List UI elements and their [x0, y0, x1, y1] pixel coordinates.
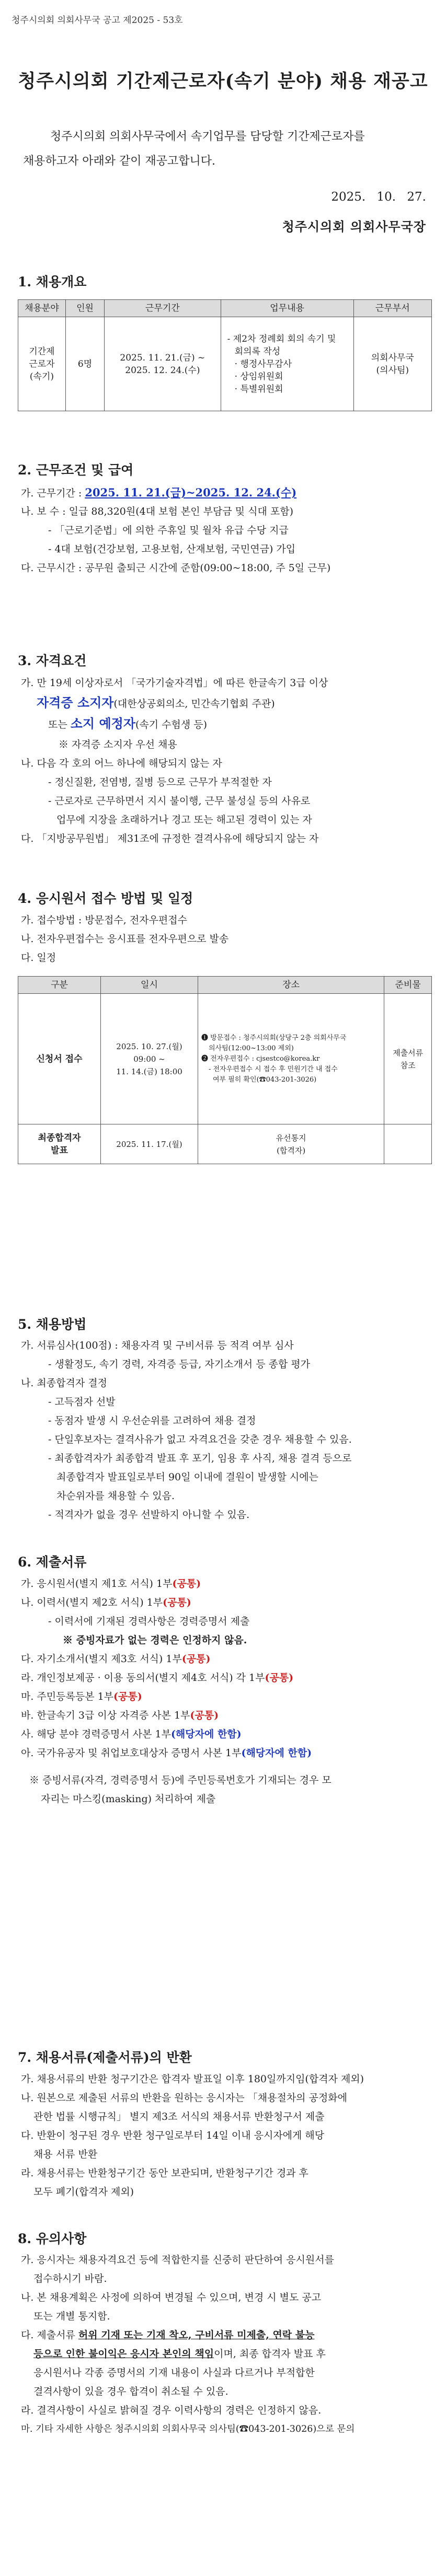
table-header-cell: 업무내용 [221, 300, 353, 317]
table-header-cell: 준비물 [384, 977, 432, 994]
retention-line: 라. 채용서류는 반환청구기간 동안 보관되며, 반환청구기간 경과 후 [21, 2167, 308, 2179]
item-text: 다. 자기소개서(별지 제3호 서식) 1부 [21, 1653, 182, 1665]
cell-text: 기간제 [29, 346, 55, 357]
announcement-number: 청주시의회 의회사무국 공고 제2025 - 53호 [12, 15, 183, 26]
item-text: 라. 개인정보제공 · 이용 동의서(별지 제4호 서식) 각 1부 [21, 1672, 265, 1684]
return-request-line: 나. 원본으로 제출된 서류의 반환을 원하는 응시자는 「채용절차의 공정화에 [21, 2092, 347, 2104]
table-row [18, 994, 432, 1124]
retention-cont: 모두 폐기(합격자 제외) [33, 2186, 134, 2198]
issuing-organization: 청주시의회 의회사무국장 [282, 219, 426, 234]
cell-text: 의회사무국 [371, 352, 414, 363]
decision-item-4-cont: 최종합격자 발표일로부터 90일 이내에 결원이 발생할 시에는 [56, 1471, 318, 1483]
qualification-line: 가. 만 19세 이상자로서 「국가기술자격법」에 따른 한글속기 3급 이상 [21, 677, 328, 689]
required-tag: (공통) [113, 1691, 142, 1702]
cell-text: 의사팀(12:00~13:00 제외) [208, 1044, 294, 1052]
cell-text: 발표 [51, 1145, 68, 1156]
doc-item-veteran [21, 1746, 312, 1760]
cell-text: 11. 14.(금) 18:00 [116, 1066, 182, 1076]
section-5-title: 5. 채용방법 [18, 1317, 87, 1332]
expected-holder: 소지 예정자 [70, 716, 136, 731]
notice-item-2: 나. 본 채용계획은 사정에 의하여 변경될 수 있으며, 변경 시 별도 공고 [21, 2292, 322, 2303]
decision-item-2: - 동점자 발생 시 우선순위를 고려하여 채용 결정 [48, 1415, 256, 1426]
resume-note: - 이력서에 기재된 경력사항은 경력증명서 제출 [48, 1616, 250, 1627]
work-period-value: 2025. 11. 21.(금)~2025. 12. 24.(수) [85, 486, 297, 499]
required-tag: (공통) [265, 1672, 294, 1684]
screening-line: 가. 서류심사(100점) : 채용자격 및 구비서류 등 적격 여부 심사 [21, 1340, 294, 1351]
required-tag: (공통) [172, 1578, 201, 1589]
doc-item-application [21, 1577, 201, 1591]
notice-item-3 [21, 2328, 314, 2342]
item-text: 나. 이력서(별지 제2호 서식) 1부 [21, 1597, 163, 1608]
screening-detail: - 생활정도, 속기 경력, 자격증 등급, 자기소개서 등 종합 평가 [48, 1359, 311, 1370]
table-header-cell: 근무기간 [105, 300, 221, 317]
intro-paragraph [23, 124, 434, 173]
certificate-expected-line [48, 717, 207, 732]
cell-text: 2025. 11. 21.(금) ~ [120, 352, 205, 363]
notice-item-3-cont [33, 2347, 326, 2361]
line-label: 또는 [48, 719, 71, 730]
salary-note-2: - 4대 보험(건강보험, 고용보험, 산재보험, 국민연금) 가입 [48, 543, 296, 555]
required-tag: (공통) [190, 1710, 219, 1721]
task-cell [221, 317, 353, 411]
cell-text: 참조 [400, 1060, 416, 1070]
period-cell [105, 317, 221, 411]
notice-item-2-cont: 또는 개별 통지함. [33, 2311, 110, 2322]
masking-note: ※ 증빙서류(자격, 경력증명서 등)에 주민등록번호가 기재되는 경우 모 [29, 1774, 331, 1786]
cell-text: 여부 필히 확인(☎043-201-3026) [212, 1075, 317, 1084]
line-label: 가. 근무기간 : [21, 488, 85, 499]
doc-item-career [21, 1727, 242, 1741]
item-text: 가. 응시원서(별지 제1호 서식) 1부 [21, 1578, 173, 1589]
exclusion-line: 나. 다음 각 호의 어느 하나에 해당되지 않는 자 [21, 758, 222, 769]
intro-line-2: 채용하고자 아래와 같이 재공고합니다. [23, 155, 216, 168]
notice-item-1-cont: 접수하시기 바람. [33, 2273, 107, 2284]
notice-item-3-cont: 결격사항이 있을 경우 합격이 취소될 수 있음. [33, 2386, 228, 2397]
cell-text: ❷ 전자우편접수 : cjsestco@korea.kr [201, 1054, 320, 1063]
salary-note-1: - 「근로기준법」에 의한 주휴일 및 월차 유급 수당 지급 [48, 525, 289, 536]
cell-text: - 제2차 정례회 회의 속기 및 [227, 333, 336, 344]
notice-item-3-cont: 응시원서나 각종 증명서의 기재 내용이 사실과 다르거나 부적합한 [33, 2367, 315, 2378]
notice-item-1: 가. 응시자는 채용자격요건 등에 적합한지를 신중히 판단하여 응시원서를 [21, 2254, 334, 2266]
evidence-note: ※ 증빙자료가 없는 경력은 인정하지 않음. [63, 1634, 247, 1646]
item-text: 다. 제출서류 [21, 2329, 78, 2341]
section-3-title: 3. 자격요건 [18, 653, 87, 668]
exclusion-item-2: - 근로자로 근무하면서 지시 불이행, 근무 불성실 등의 사유로 [48, 795, 311, 807]
section-1-title: 1. 채용개요 [18, 274, 87, 289]
place-cell [198, 1124, 384, 1164]
work-period-line [21, 486, 296, 500]
decision-item-1: - 고득점자 선발 [48, 1396, 116, 1408]
table-header-row [18, 977, 432, 994]
table-header-row [18, 300, 432, 317]
cell-text: (의사팀) [376, 365, 409, 376]
decision-item-4-cont: 차순위자를 채용할 수 있음. [56, 1490, 175, 1502]
place-cell [198, 994, 384, 1124]
page-title: 청주시의회 기간제근로자(속기 분야) 채용 재공고 [18, 71, 428, 92]
intro-line-1: 청주시의회 의회사무국에서 속기업무를 담당할 기간제근로자를 [50, 130, 365, 143]
table-header-cell: 채용분야 [18, 300, 66, 317]
prep-cell [384, 994, 432, 1124]
certificate-line [37, 696, 275, 711]
conditional-tag: (해당자에 한함) [170, 1728, 242, 1740]
cell-text: 유선통지 [276, 1133, 306, 1143]
masking-note-cont: 자리는 마스킹(masking) 처리하여 제출 [41, 1793, 216, 1805]
section-6-title: 6. 제출서류 [18, 1554, 87, 1570]
cell-text: 회의록 작성 [234, 346, 281, 357]
announcement-date: 2025. 10. 27. [331, 190, 426, 204]
date-cell [101, 994, 198, 1124]
table-row [18, 317, 432, 411]
certificate-issuer: (대한상공회의소, 민간속기협회 주관) [113, 698, 275, 710]
work-hours-line: 다. 근무시간 : 공무원 출퇴근 시간에 준함(09:00~18:00, 주 5일 근무) [21, 562, 331, 574]
row-label: 신청서 접수 [18, 994, 101, 1124]
prep-cell [384, 1124, 432, 1164]
decision-item-3: - 단일후보자는 결격사유가 없고 자격요건을 갖춘 경우 채용할 수 있음. [48, 1434, 352, 1445]
cell-text: (합격자) [277, 1145, 306, 1155]
dept-cell [353, 317, 431, 411]
section-8-title: 8. 유의사항 [18, 2231, 87, 2246]
decision-item-4: - 최종합격자가 최종합격 발표 후 포기, 임용 후 사직, 채용 결격 등으로 [48, 1453, 352, 1464]
row-label [18, 1124, 101, 1164]
table-header-cell: 구분 [18, 977, 101, 994]
item-text: 이며, 최종 합격자 발표 후 [214, 2348, 326, 2360]
required-tag: (공통) [181, 1653, 211, 1665]
section-2-title: 2. 근무조건 및 급여 [18, 462, 134, 478]
cell-text: 제출서류 [393, 1048, 424, 1058]
conditional-tag: (해당자에 한함) [241, 1747, 312, 1759]
priority-note: ※ 자격증 소지자 우선 채용 [59, 739, 177, 750]
count-cell: 6명 [65, 317, 104, 411]
doc-item-certificate [21, 1709, 219, 1722]
item-text: 마. 주민등록등본 1부 [21, 1691, 114, 1702]
doc-item-consent [21, 1671, 293, 1685]
item-text: 바. 한글속기 3급 이상 자격증 사본 1부 [21, 1710, 190, 1721]
schedule-label: 다. 일정 [21, 952, 56, 964]
decision-item-5: - 적격자가 없을 경우 선발하지 아니할 수 있음. [48, 1509, 250, 1521]
salary-line: 나. 보 수 : 일급 88,320원(4대 보험 본인 부담금 및 식대 포함) [21, 506, 293, 517]
section-4-title: 4. 응시원서 접수 방법 및 일정 [18, 891, 193, 906]
date-cell: 2025. 11. 17.(월) [101, 1124, 198, 1164]
cell-text: (속기) [29, 371, 54, 382]
table-header-cell: 일시 [101, 977, 198, 994]
certificate-holder: 자격증 소지자 [37, 695, 114, 710]
disqualification-line: 다. 「지방공무원법」 제31조에 규정한 결격사유에 해당되지 않는 자 [21, 833, 319, 844]
line-text: (속기 수험생 등) [135, 719, 208, 730]
cell-text: ❶ 방문접수 : 청주시의회(상당구 2층 의회사무국 [201, 1034, 347, 1042]
doc-item-self-intro [21, 1652, 211, 1666]
doc-item-resident-register [21, 1690, 142, 1703]
cell-text: - 전자우편접수 시 접수 후 민원기간 내 접수 [208, 1065, 338, 1073]
table-header-cell: 인원 [65, 300, 104, 317]
schedule-table [18, 976, 432, 1164]
cell-text: · 상임위원회 [234, 371, 283, 382]
emphasized-text: 등으로 인한 불이익은 응시자 본인의 책임 [33, 2348, 214, 2360]
cell-text: · 특별위원회 [234, 384, 283, 394]
required-tag: (공통) [163, 1597, 191, 1608]
submission-method-line: 가. 접수방법 : 방문접수, 전자우편접수 [21, 914, 187, 926]
section-7-title: 7. 채용서류(제출서류)의 반환 [18, 2050, 192, 2065]
cell-text: 최종합격자 [38, 1132, 81, 1143]
notice-item-5: 마. 기타 자세한 사항은 청주시의회 의회사무국 의사팀(☎043-201-3026)으로 문의 [21, 2424, 355, 2434]
table-header-cell: 근무부서 [353, 300, 431, 317]
item-text: 사. 해당 분야 경력증명서 사본 1부 [21, 1728, 171, 1740]
table-header-cell: 장소 [198, 977, 384, 994]
return-deadline-cont: 채용 서류 반환 [33, 2149, 98, 2160]
field-cell [18, 317, 66, 411]
doc-item-resume [21, 1596, 191, 1609]
return-deadline-line: 다. 반환이 청구된 경우 반환 청구일로부터 14일 이내 응시자에게 해당 [21, 2130, 325, 2141]
return-period-line: 가. 채용서류의 반환 청구기간은 합격자 발표일 이후 180일까지임(합격자 제외) [21, 2073, 364, 2085]
exclusion-item-1: - 정신질환, 전염병, 질병 등으로 근무가 부적절한 자 [48, 776, 272, 788]
cell-text: 2025. 10. 27.(월) 09:00 ~ [116, 1041, 182, 1064]
cell-text: 2025. 12. 24.(수) [125, 365, 200, 376]
exclusion-item-2-cont: 업무에 지장을 초래하거나 경고 또는 해고된 경력이 있는 자 [56, 814, 312, 826]
table-row [18, 1124, 432, 1164]
return-request-cont: 관한 법률 시행규칙」 별지 제3조 서식의 채용서류 반환청구서 제출 [33, 2111, 325, 2122]
recruitment-overview-table [18, 299, 432, 411]
emphasized-text: 허위 기재 또는 기재 착오, 구비서류 미제출, 연락 불능 [78, 2329, 315, 2341]
cell-text: · 행정사무감사 [234, 358, 292, 369]
email-submission-line: 나. 전자우편접수는 응시표를 전자우편으로 발송 [21, 933, 229, 945]
final-decision-line: 나. 최종합격자 결정 [21, 1377, 107, 1389]
item-text: 아. 국가유공자 및 취업보호대상자 증명서 사본 1부 [21, 1747, 242, 1759]
notice-item-4: 라. 결격사항이 사실로 밝혀질 경우 이력사항의 경력은 인정하지 않음. [21, 2405, 322, 2416]
cell-text: 근로자 [29, 358, 55, 369]
